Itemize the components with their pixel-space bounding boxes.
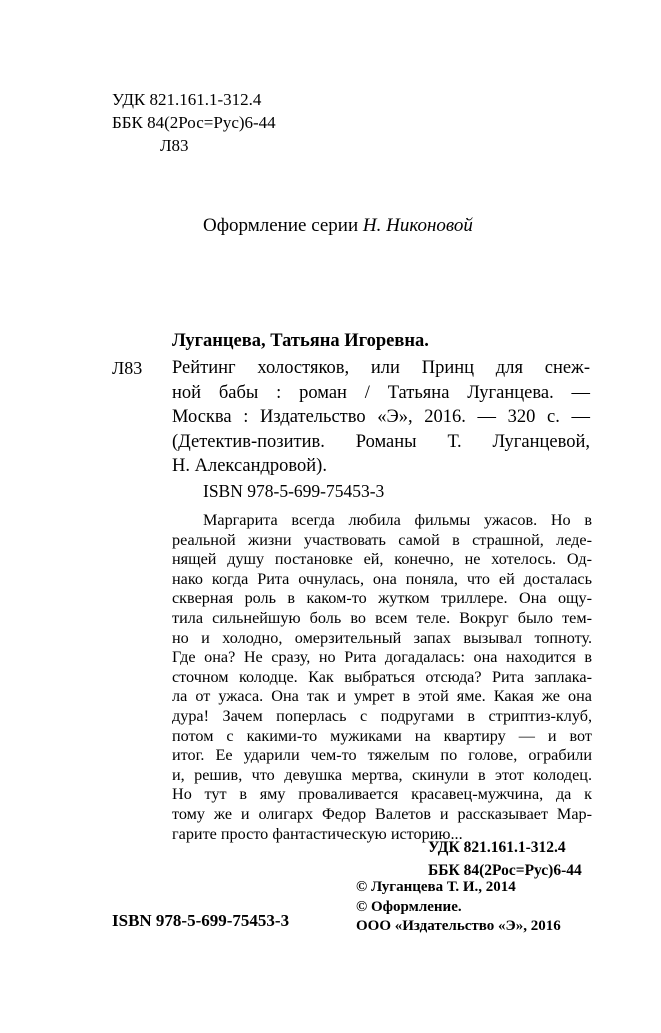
footer-udk: УДК 821.161.1-312.4: [428, 839, 566, 856]
copyright-block: [356, 878, 561, 937]
annotation-line: Но тут в яму проваливается красавец-мужчина, да к: [172, 785, 592, 804]
series-designer: Н. Никоновой: [362, 215, 473, 236]
footer-isbn: ISBN 978-5-699-75453-3: [112, 911, 290, 930]
series-design-label: Оформление серии: [203, 215, 359, 236]
annotation-line: Маргарита всегда любила фильмы ужасов. Но в: [203, 511, 592, 529]
bib-line: (Детектив-позитив. Романы Т. Луганцевой,: [172, 431, 590, 452]
annotation-line: ла от ужаса. Она так и умрет в этой яме. Какая же она: [172, 687, 592, 706]
author-mark: Л83: [160, 136, 189, 155]
annotation-line: сточном колодце. Как выбраться отсюда? Рита заплака-: [172, 667, 592, 686]
bib-line: Рейтинг холостяков, или Принц для снеж-: [172, 358, 590, 378]
annotation-line: нако когда Рита очнулась, она поняла, что ей досталась: [172, 569, 592, 588]
copyright-publisher: ООО «Издательство «Э», 2016: [356, 918, 561, 934]
bib-line: ной бабы : роман / Татьяна Луганцева. —: [172, 382, 590, 403]
annotation-line: потом с какими-то мужиками на квартиру — и вот: [172, 726, 592, 745]
annotation: [172, 511, 592, 844]
bib-line: Москва : Издательство «Э», 2016. — 320 с. —: [172, 407, 590, 427]
footer-codes: [428, 836, 582, 882]
annotation-line: скверная роль в каком-то жутком триллере. Она ощу-: [172, 589, 592, 608]
annotation-line: тила сильнейшую боль во всем теле. Вокруг было тем-: [172, 608, 592, 627]
annotation-line: Где она? Не сразу, но Рита догадалась: она находится в: [172, 648, 592, 667]
footer-bbk: ББК 84(2Рос=Рус)6-44: [428, 862, 582, 879]
udk-code: УДК 821.161.1-312.4: [112, 90, 262, 109]
annotation-line: гарите просто фантастическую историю...: [172, 824, 463, 843]
annotation-line: и, решив, что девушка мертва, скинули в этот колодец.: [172, 765, 592, 784]
annotation-line: реальной жизни участвовать самой в страшной, леде-: [172, 530, 592, 549]
catalog-isbn: ISBN 978-5-699-75453-3: [203, 481, 385, 501]
copyright-design: © Оформление.: [356, 898, 462, 915]
catalog-code: Л83: [112, 358, 143, 378]
classification-codes: [112, 88, 276, 157]
bbk-code: ББК 84(2Рос=Рус)6-44: [112, 113, 276, 132]
annotation-line: итог. Ее ударили чем-то тяжелым по голове, ограбили: [172, 746, 592, 765]
catalog-author: Луганцева, Татьяна Игоревна.: [172, 331, 429, 351]
bibliographic-description: [172, 356, 590, 479]
annotation-line: нящей душу постановке ей, конечно, не хотелось. Од-: [172, 550, 592, 569]
annotation-line: но и холодно, омерзительный запах вызывал топноту.: [172, 628, 592, 647]
annotation-line: дура! Зачем поперлась с подругами в стриптиз-клуб,: [172, 706, 592, 725]
bib-line: Н. Александровой).: [172, 456, 327, 476]
series-design-credit: [203, 215, 473, 237]
annotation-line: тому же и олигарх Федор Валетов и рассказывает Мар-: [172, 804, 592, 823]
copyright-author: © Луганцева Т. И., 2014: [356, 879, 516, 895]
